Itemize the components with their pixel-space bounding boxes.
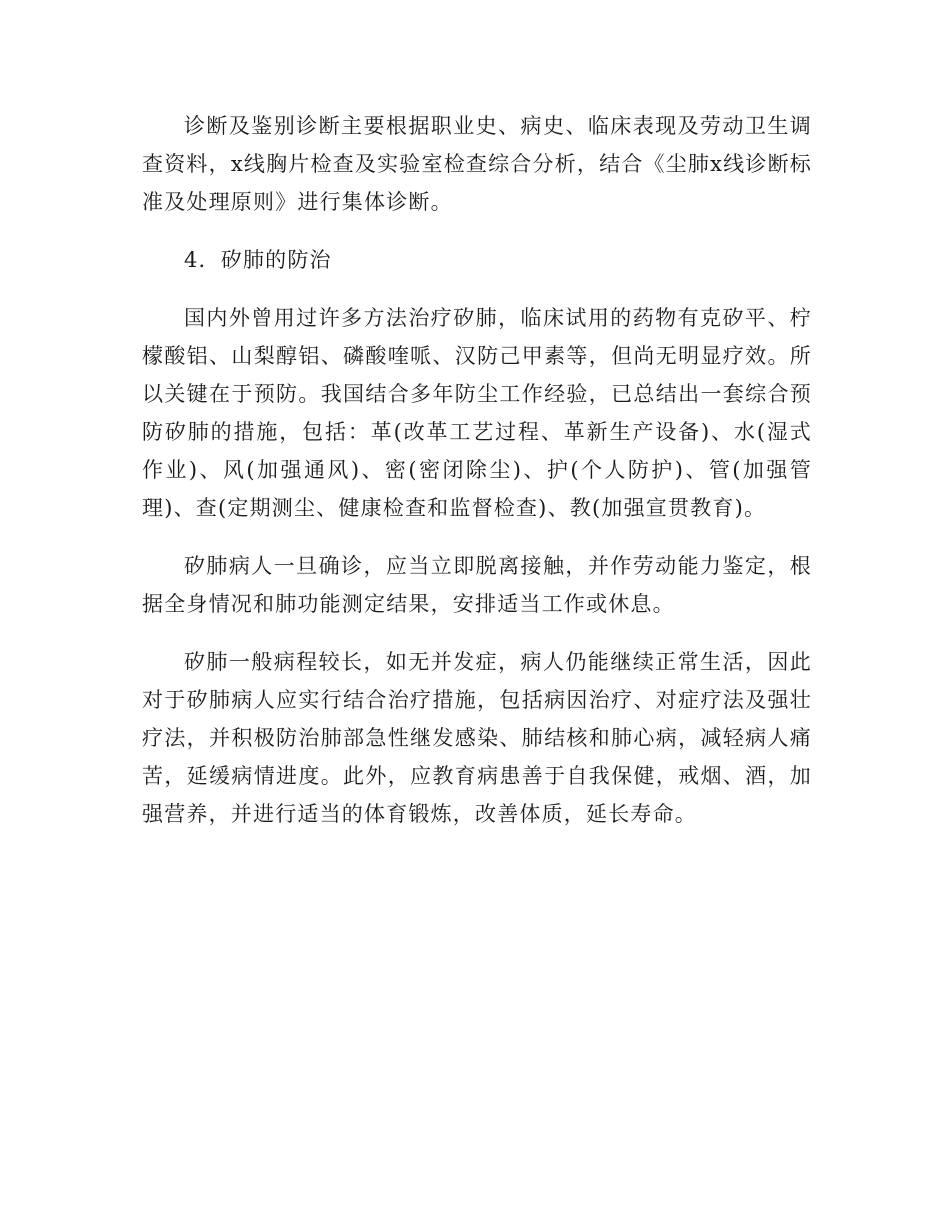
paragraph-diagnosis: 诊断及鉴别诊断主要根据职业史、病史、临床表现及劳动卫生调查资料，x线胸片检查及实验室检查综合分析，结合《尘肺x线诊断标准及处理原则》进行集体诊断。 [142,114,812,214]
paragraph-treatment: 矽肺一般病程较长，如无并发症，病人仍能继续正常生活，因此对于矽肺病人应实行结合治疗措施，包括病因治疗、对症疗法及强壮疗法，并积极防治肺部急性继发感染、肺结核和肺心病，减轻病人痛苦，延缓病情进度。此外，应教育病患善于自我保健，戒烟、酒，加强营养，并进行适当的体育锻炼，改善体质，延长寿命。 [142,650,812,826]
document-body [142,107,812,853]
section-heading-silicosis-prevention: 4．矽肺的防治 [184,248,332,272]
paragraph-prevention-measures: 国内外曾用过许多方法治疗矽肺，临床试用的药物有克矽平、柠檬酸铝、山梨醇铝、磷酸喹哌、汉防己甲素等，但尚无明显疗效。所以关键在于预防。我国结合多年防尘工作经验，已总结出一套综合预防矽肺的措施，包括：革(改革工艺过程、革新生产设备)、水(湿式作业)、风(加强通风)、密(密闭除尘)、护(个人防护)、管(加强管理)、查(定期测尘、健康检查和监督检查)、教(加强宣贯教育)。 [142,306,813,520]
paragraph-patient-handling: 矽肺病人一旦确诊，应当立即脱离接触，并作劳动能力鉴定，根据全身情况和肺功能测定结果，安排适当工作或休息。 [142,554,812,616]
